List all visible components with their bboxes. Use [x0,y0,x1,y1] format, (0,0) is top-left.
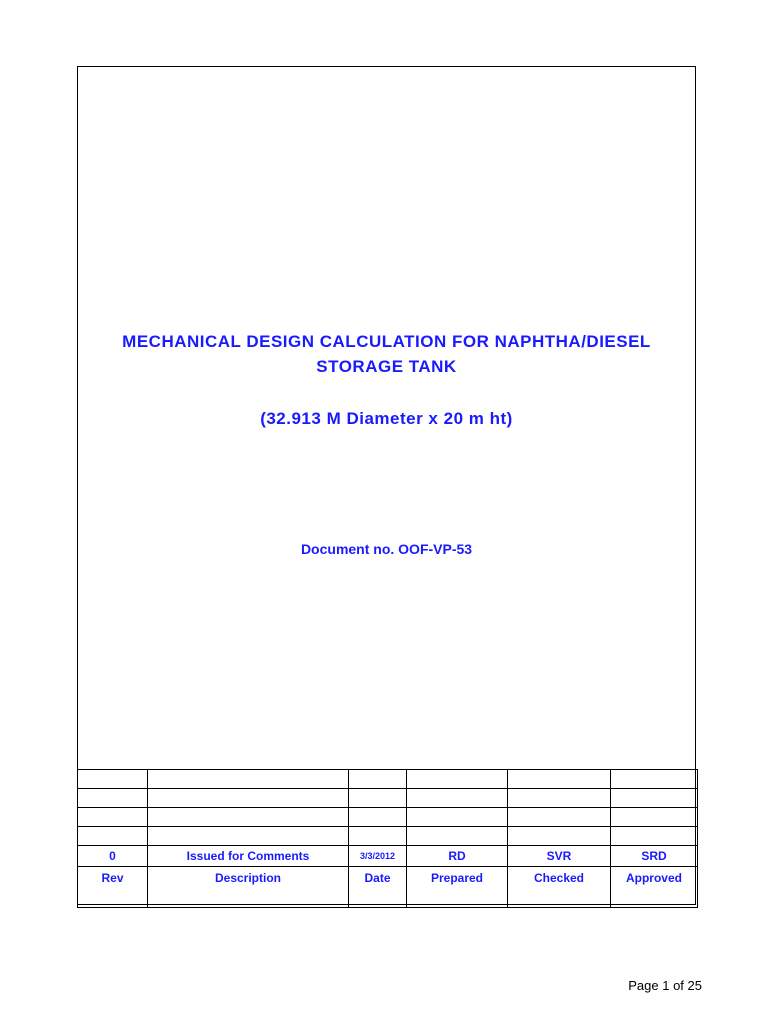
table-cell [349,770,407,789]
document-subtitle: (32.913 M Diameter x 20 m ht) [260,409,513,428]
revision-checked-cell: SVR [508,846,611,867]
table-cell [508,808,611,827]
revision-table [77,769,698,908]
revision-row-blank [78,770,698,789]
table-cell [349,808,407,827]
revision-prepared-cell: RD [407,846,508,867]
table-cell [407,770,508,789]
header-description: Description [148,867,349,908]
revision-description-cell: Issued for Comments [148,846,349,867]
table-cell [508,789,611,808]
table-cell [611,770,698,789]
table-cell [78,827,148,846]
table-cell [611,789,698,808]
revision-number-cell: 0 [78,846,148,867]
page-number: Page 1 of 25 [628,978,702,993]
table-cell [611,827,698,846]
table-cell [148,770,349,789]
header-checked: Checked [508,867,611,908]
table-cell [508,827,611,846]
header-rev: Rev [78,867,148,908]
table-cell [78,789,148,808]
table-cell [349,827,407,846]
table-cell [349,789,407,808]
header-date: Date [349,867,407,908]
table-cell [78,808,148,827]
table-cell [611,808,698,827]
table-cell [148,808,349,827]
document-title-line2: STORAGE TANK [316,357,457,376]
revision-row-blank [78,808,698,827]
revision-row-blank [78,789,698,808]
document-title-line1: MECHANICAL DESIGN CALCULATION FOR NAPHTHA/DIESEL [122,332,651,351]
table-cell [508,770,611,789]
revision-row-0 [78,846,698,867]
table-cell [78,770,148,789]
table-cell [148,827,349,846]
revision-row-blank [78,827,698,846]
revision-header-row [78,867,698,908]
table-cell [148,789,349,808]
header-approved: Approved [611,867,698,908]
table-cell [407,808,508,827]
revision-approved-cell: SRD [611,846,698,867]
document-number: Document no. OOF-VP-53 [300,541,473,557]
header-prepared: Prepared [407,867,508,908]
document-frame [77,66,696,905]
table-cell [407,789,508,808]
table-cell [407,827,508,846]
revision-date-cell: 3/3/2012 [349,846,407,867]
